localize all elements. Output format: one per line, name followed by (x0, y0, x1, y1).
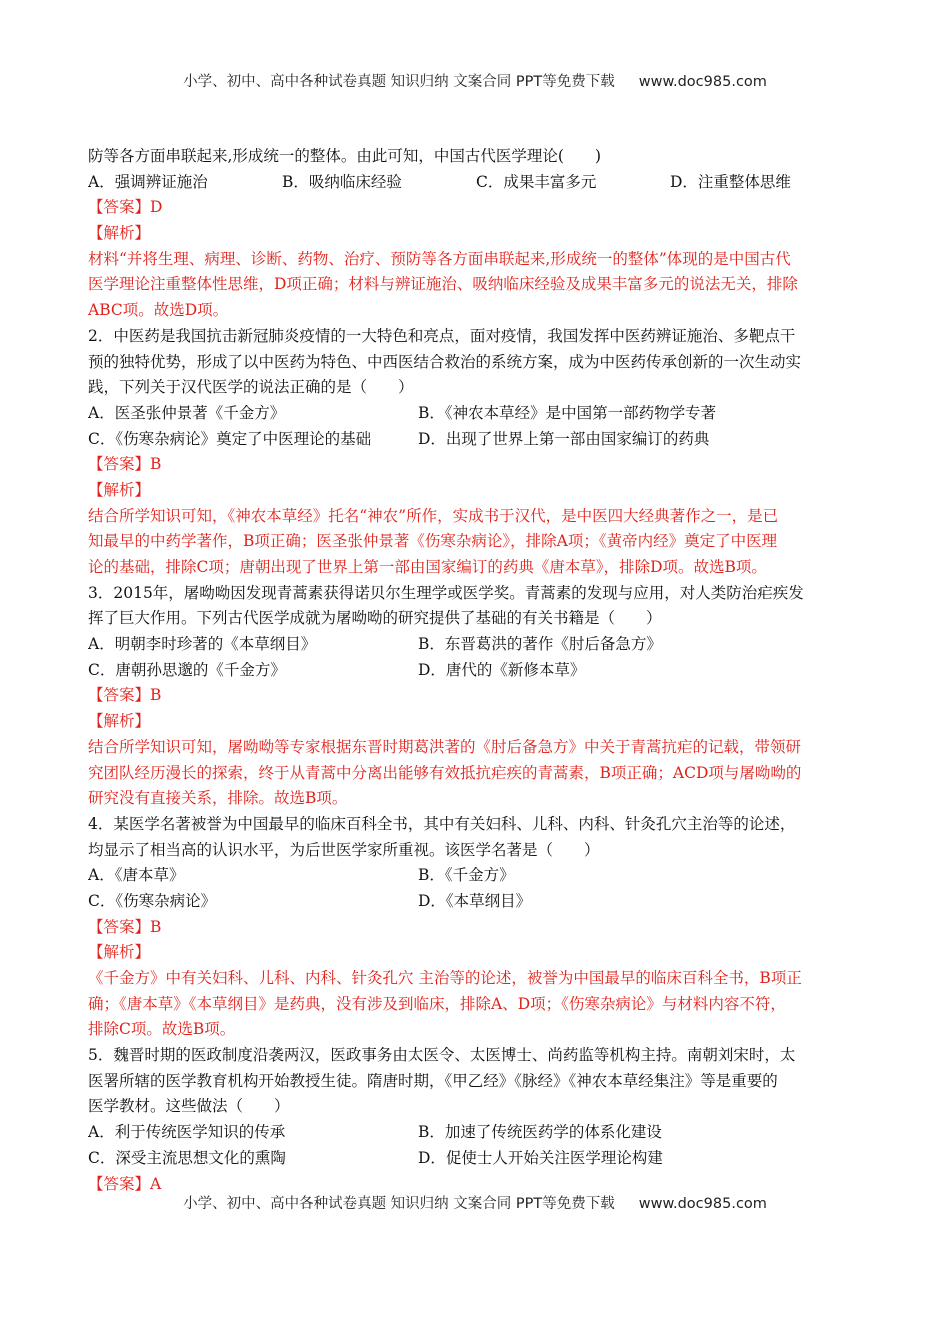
header-site[interactable]: www.doc985.com (638, 74, 767, 90)
option-c: C．成果丰富多元 (476, 172, 597, 191)
analysis-line: 排除C项。故选B项。 (88, 1020, 236, 1039)
page-header (0, 70, 950, 91)
footer-site[interactable]: www.doc985.com (638, 1196, 767, 1212)
option-row (88, 889, 866, 915)
option-a: A．《唐本草》 (88, 866, 185, 885)
question-stem: 2．中医药是我国抗击新冠肺炎疫情的一大特色和亮点，面对疫情，我国发挥中医药辨证施治、多靶点干 (88, 326, 796, 345)
analysis-title: 【解析】 (88, 943, 151, 962)
analysis-line: ABC项。故选D项。 (88, 301, 229, 320)
question-stem: 医署所辖的医学教育机构开始教授生徒。隋唐时期，《甲乙经》《脉经》《神农本草经集注》等是重要的 (88, 1071, 778, 1090)
option-row (88, 401, 866, 427)
option-b: B．东晋葛洪的著作《肘后备急方》 (418, 635, 662, 654)
header-text: 小学、初中、高中各种试卷真题 知识归纳 文案合同 PPT等免费下载 (183, 74, 615, 90)
analysis-title: 【解析】 (88, 224, 151, 243)
question-stem: 3．2015年，屠呦呦因发现青蒿素获得诺贝尔生理学或医学奖。青蒿素的发现与应用，对人类防治疟疾发 (88, 583, 804, 602)
question-stem: 践，下列关于汉代医学的说法正确的是（ ） (88, 378, 414, 397)
option-row (88, 1120, 866, 1146)
analysis-title: 【解析】 (88, 480, 151, 499)
analysis-title: 【解析】 (88, 712, 151, 731)
analysis-line: 确；《唐本草》《本草纲目》是药典，没有涉及到临床，排除A、D项；《伤寒杂病论》与材料内容不符， (88, 994, 786, 1013)
question-stem: 4．某医学名著被誉为中国最早的临床百科全书，其中有关妇科、儿科、内科、针灸孔穴主治等的论述， (88, 814, 796, 833)
option-row (88, 658, 866, 684)
question-stem: 防等各方面串联起来,形成统一的整体。由此可知，中国古代医学理论( ) (88, 147, 602, 165)
option-b: B．吸纳临床经验 (282, 172, 402, 191)
analysis-line: 材料“并将生理、病理、诊断、药物、治疗、预防等各方面串联起来,形成统一的整体”体现的是中国古代 (88, 249, 791, 268)
document-body (88, 144, 866, 1197)
option-d: D．促使士人开始关注医学理论构建 (418, 1148, 663, 1167)
option-a: A．强调辨证施治 (88, 172, 208, 191)
answer: 【答案】B (88, 686, 162, 705)
analysis-line: 结合所学知识可知，屠呦呦等专家根据东晋时期葛洪著的《肘后备急方》中关于青蒿抗疟的记载，带领研 (88, 737, 802, 756)
option-c: C．唐朝孙思邈的《千金方》 (88, 660, 286, 679)
footer-text: 小学、初中、高中各种试卷真题 知识归纳 文案合同 PPT等免费下载 (183, 1196, 615, 1212)
option-d: D．出现了世界上第一部由国家编订的药典 (418, 429, 710, 448)
analysis-line: 《千金方》中有关妇科、儿科、内科、针灸孔穴 主治等的论述，被誉为中国最早的临床百科全书，B项正 (88, 969, 802, 987)
option-row (88, 170, 866, 196)
option-c: C．深受主流思想文化的熏陶 (88, 1148, 286, 1167)
option-d: D．注重整体思维 (670, 172, 791, 191)
option-row (88, 632, 866, 658)
question-5 (88, 1043, 866, 1197)
option-b: B．《神农本草经》是中国第一部药物学专著 (418, 403, 717, 422)
page-footer (0, 1192, 950, 1213)
answer: 【答案】D (88, 198, 163, 217)
answer: 【答案】B (88, 917, 162, 936)
option-b: B．加速了传统医药学的体系化建设 (418, 1123, 662, 1142)
question-3 (88, 581, 866, 812)
option-row (88, 863, 866, 889)
analysis-line: 知最早的中药学著作，B项正确；医圣张仲景著《伤寒杂病论》，排除A项；《黄帝内经》奠定了中医理 (88, 532, 778, 551)
analysis-line: 研究没有直接关系，排除。故选B项。 (88, 789, 348, 808)
question-stem: 挥了巨大作用。下列古代医学成就为屠呦呦的研究提供了基础的有关书籍是（ ） (88, 609, 662, 628)
question-stem: 均显示了相当高的认识水平，为后世医学家所重视。该医学名著是（ ） (88, 840, 600, 859)
option-a: A．医圣张仲景著《千金方》 (88, 403, 286, 422)
option-b: B．《千金方》 (418, 866, 515, 885)
question-stem: 5．魏晋时期的医政制度沿袭两汉，医政事务由太医令、太医博士、尚药监等机构主持。南朝刘宋时，太 (88, 1046, 796, 1065)
question-stem: 预的独特优势，形成了以中医药为特色、中西医结合救治的系统方案，成为中医药传承创新的一次生动实 (88, 352, 802, 371)
analysis-line: 究团队经历漫长的探索，终于从青蒿中分离出能够有效抵抗疟疾的青蒿素，B项正确；ACD项与屠呦呦的 (88, 763, 802, 782)
analysis-line: 论的基础，排除C项；唐朝出现了世界上第一部由国家编订的药典《唐本草》，排除D项。故选B项。 (88, 558, 767, 576)
option-row (88, 1146, 866, 1172)
option-a: A．利于传统医学知识的传承 (88, 1123, 286, 1142)
option-row (88, 427, 866, 453)
option-c: C．《伤寒杂病论》 (88, 891, 217, 910)
option-c: C．《伤寒杂病论》奠定了中医理论的基础 (88, 429, 372, 448)
question-stem: 医学教材。这些做法（ ） (88, 1097, 290, 1116)
option-d: D．唐代的《新修本草》 (418, 660, 586, 679)
question-1 (88, 144, 866, 324)
analysis-line: 结合所学知识可知，《神农本草经》托名“神农”所作，实成书于汉代，是中医四大经典著作之一，是已 (88, 506, 779, 525)
answer: 【答案】B (88, 455, 162, 474)
option-d: D．《本草纲目》 (418, 891, 532, 910)
answer: 【答案】A (88, 1174, 162, 1193)
option-a: A．明朝李时珍著的《本草纲目》 (88, 635, 317, 654)
question-2 (88, 324, 866, 581)
analysis-line: 医学理论注重整体性思维，D项正确；材料与辨证施治、吸纳临床经验及成果丰富多元的说法无关，排除 (88, 275, 798, 294)
question-4 (88, 812, 866, 1043)
